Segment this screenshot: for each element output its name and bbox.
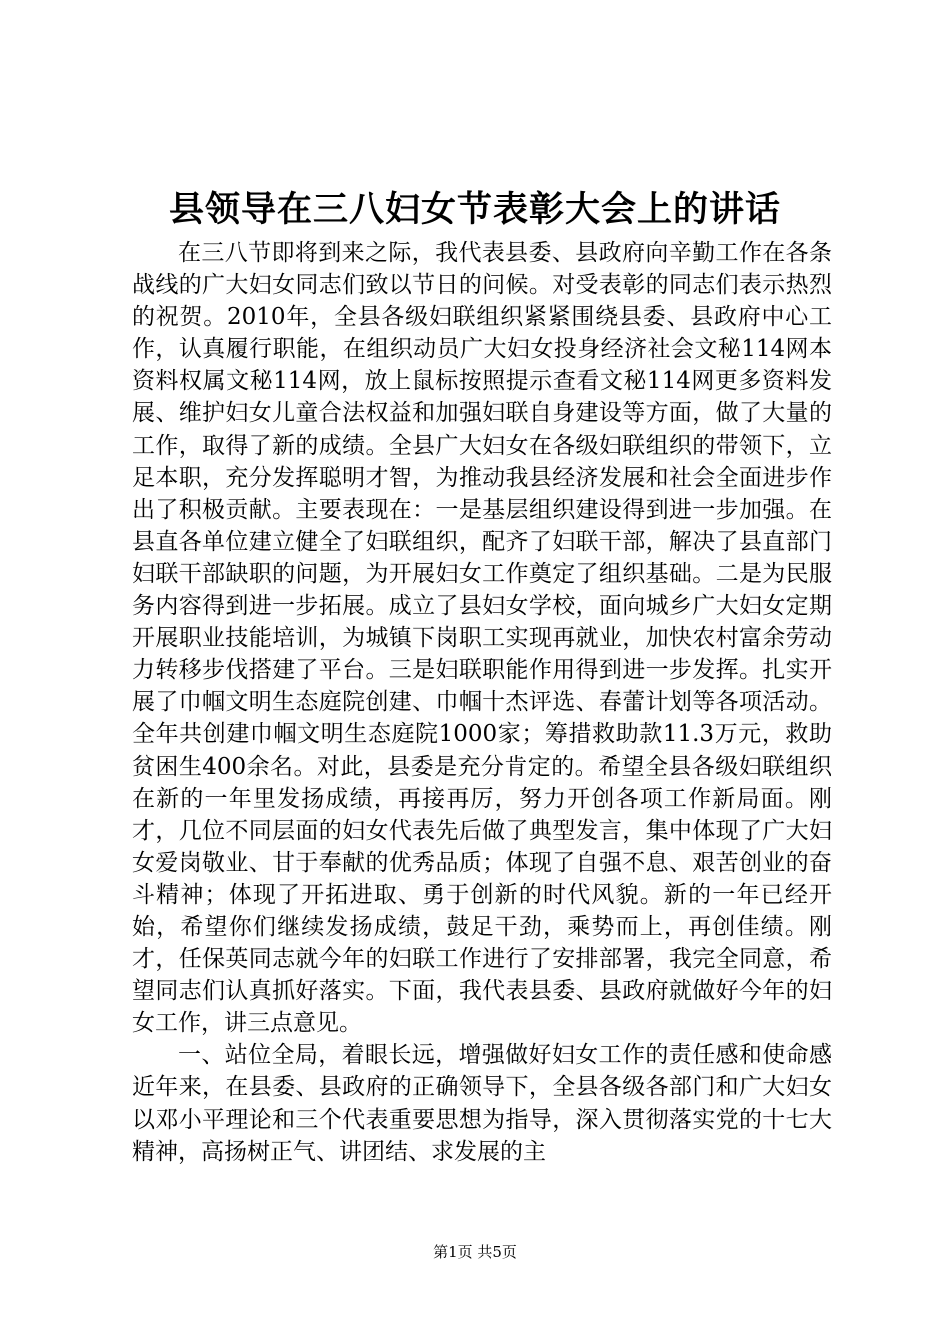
document-body — [132, 237, 832, 1168]
page-footer: 第1页 共5页 — [433, 1243, 517, 1261]
body-paragraph-1: 在三八节即将到来之际，我代表县委、县政府向辛勤工作在各条战线的广大妇女同志们致以节日的问候。对受表彰的同志们表示热烈的祝贺。2010年，全县各级妇联组织紧紧围绕县委、县政府中心工作，认真履行职能，在组织动员广大妇女投身经济社会文秘114网本资料权属文秘114网，放上鼠标按照提示查看文秘114网更多资料发展、维护妇女儿童合法权益和加强妇联自身建设等方面，做了大量的工作，取得了新的成绩。全县广大妇女在各级妇联组织的带领下，立足本职，充分发挥聪明才智，为推动我县经济发展和社会全面进步作出了积极贡献。主要表现在：一是基层组织建设得到进一步加强。在县直各单位建立健全了妇联组织，配齐了妇联干部，解决了县直部门妇联干部缺职的问题，为开展妇女工作奠定了组织基础。二是为民服务内容得到进一步拓展。成立了县妇女学校，面向城乡广大妇女定期开展职业技能培训，为城镇下岗职工实现再就业，加快农村富余劳动力转移步伐搭建了平台。三是妇联职能作用得到进一步发挥。扎实开展了巾帼文明生态庭院创建、巾帼十杰评选、春蕾计划等各项活动。全年共创建巾帼文明生态庭院1000家；筹措救助款11.3万元，救助贫困生400余名。对此，县委是充分肯定的。希望全县各级妇联组织在新的一年里发扬成绩，再接再厉，努力开创各项工作新局面。刚才，几位不同层面的妇女代表先后做了典型发言，集中体现了广大妇女爱岗敬业、甘于奉献的优秀品质；体现了自强不息、艰苦创业的奋斗精神；体现了开拓进取、勇于创新的时代风貌。新的一年已经开始，希望你们继续发扬成绩，鼓足干劲，乘势而上，再创佳绩。刚才，任保英同志就今年的妇联工作进行了安排部署，我完全同意，希望同志们认真抓好落实。下面，我代表县委、县政府就做好今年的妇女工作，讲三点意见。 — [132, 240, 832, 1037]
body-paragraph-2: 一、站位全局，着眼长远，增强做好妇女工作的责任感和使命感近年来，在县委、县政府的正确领导下，全县各级各部门和广大妇女以邓小平理论和三个代表重要思想为指导，深入贯彻落实党的十七大精神，高扬树正气、讲团结、求发展的主 — [132, 1042, 832, 1165]
document-title: 县领导在三八妇女节表彰大会上的讲话 — [168, 189, 781, 230]
